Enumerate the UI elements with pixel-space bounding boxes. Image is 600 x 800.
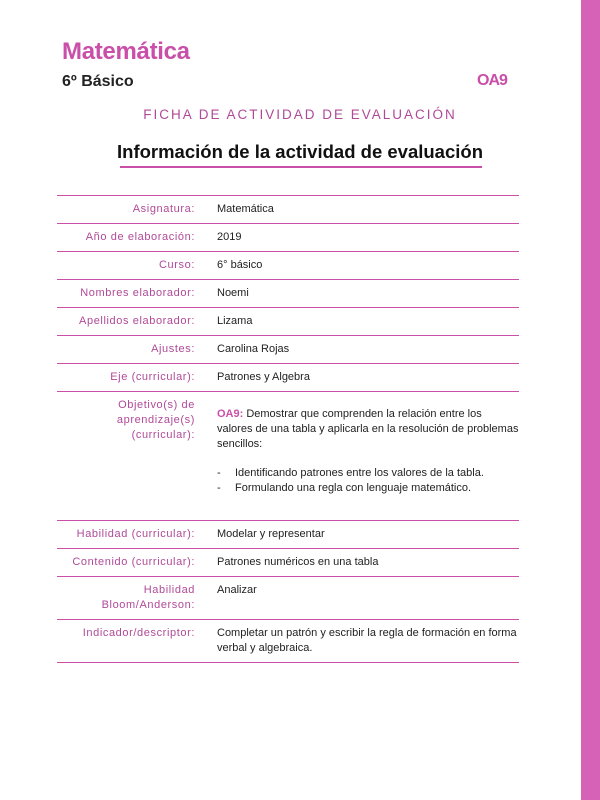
field-label: Objetivo(s) de aprendizaje(s) (curricular): [116,399,195,441]
field-value: 6° básico [217,259,263,271]
row-ajustes [57,336,519,364]
activity-info-table [57,195,519,663]
field-label: Apellidos elaborador: [79,315,195,327]
field-label: Habilidad (curricular): [76,528,195,540]
row-habilidad [57,521,519,549]
field-label: Asignatura: [132,203,195,215]
heading-underline [120,166,482,168]
field-value: Matemática [217,203,274,215]
sheet-type-label: FICHA DE ACTIVIDAD DE EVALUACIÓN [143,107,457,122]
row-asignatura [57,196,519,224]
objective-bullet-list [217,466,519,496]
field-label: Curso: [159,259,195,271]
field-label: Indicador/descriptor: [82,627,195,639]
list-item: - Formulando una regla con lenguaje matemático. [217,481,519,496]
field-value: Carolina Rojas [217,343,290,355]
field-value: Noemi [217,287,249,299]
field-value: Patrones y Algebra [217,371,310,383]
field-value: 2019 [217,231,242,243]
field-label: Eje (curricular): [110,371,195,383]
field-value: Patrones numéricos en una tabla [217,556,379,568]
field-label: Habilidad Bloom/Anderson: [101,584,195,611]
field-label: Año de elaboración: [85,231,195,243]
objective-text [217,407,519,452]
row-nombres [57,280,519,308]
oa-code-label: OA9 [477,72,507,89]
objective-description: Demostrar que comprenden la relación entre los valores de una tabla y aplicarla en la resolución de problemas sencillos: [217,408,519,450]
subject-title: Matemática [62,38,190,65]
objective-code: OA9: [217,408,244,420]
row-anio [57,224,519,252]
field-label: Nombres elaborador: [80,287,195,299]
list-item: - Identificando patrones entre los valores de la tabla. [217,466,519,481]
row-objetivo [57,392,519,521]
row-indicador [57,620,519,663]
field-label: Contenido (curricular): [72,556,195,568]
info-heading: Información de la actividad de evaluación [117,141,483,162]
field-value: Modelar y representar [217,528,325,540]
field-value: Completar un patrón y escribir la regla de formación en forma verbal y algebraica. [217,627,517,654]
field-label: Ajustes: [151,343,195,355]
field-value: Analizar [217,584,257,596]
objective-value [217,392,519,521]
row-eje [57,364,519,392]
row-contenido [57,549,519,577]
row-bloom [57,577,519,620]
row-curso [57,252,519,280]
row-apellidos [57,308,519,336]
field-value: Lizama [217,315,253,327]
grade-label: 6º Básico [62,73,134,90]
